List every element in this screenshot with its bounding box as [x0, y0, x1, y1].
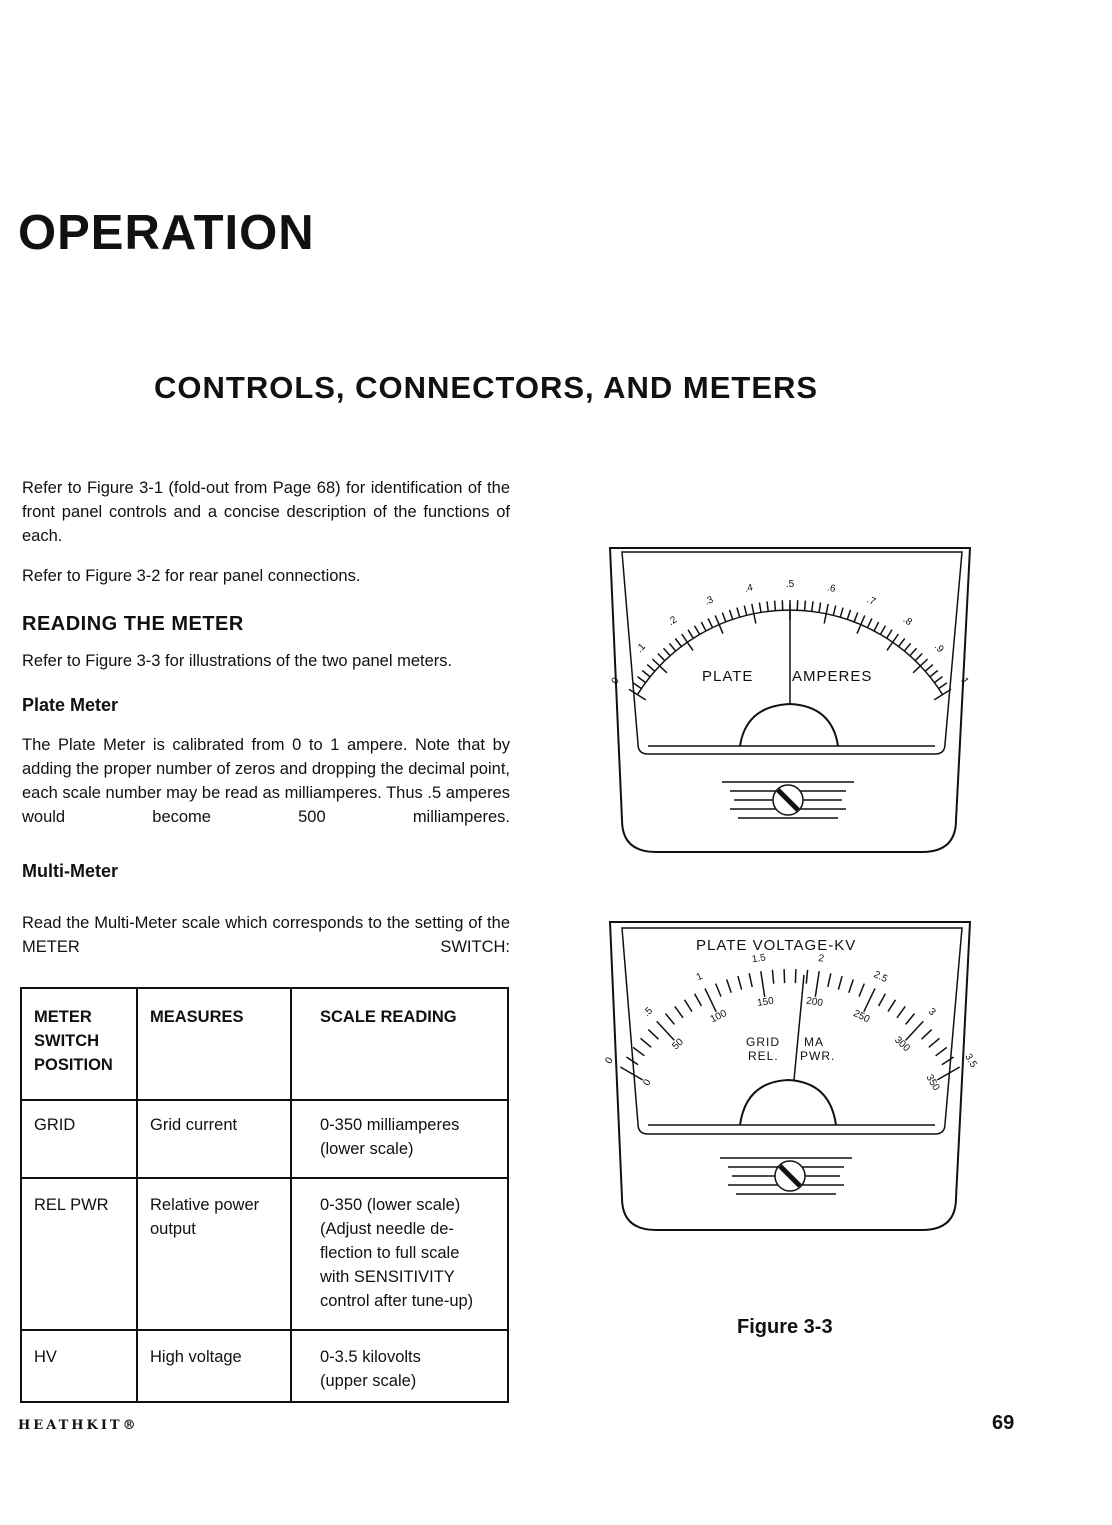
scale-tick — [812, 601, 813, 611]
scale-tick — [939, 683, 947, 689]
scale-tick — [642, 671, 650, 677]
scale-tick — [868, 619, 872, 628]
scale-tick — [904, 643, 910, 651]
multi-meter-paragraph: Read the Multi-Meter scale which corresponds to the setting of the METER SWITCH: — [22, 914, 510, 956]
scale-tick — [849, 980, 854, 993]
grid-label: GRID — [746, 1035, 780, 1049]
scale-label: 350 — [923, 1072, 942, 1093]
scale-tick — [716, 984, 721, 997]
scale-tick — [675, 1006, 683, 1017]
section-title: CONTROLS, CONNECTORS, AND METERS — [154, 370, 819, 405]
scale-tick — [666, 1014, 675, 1025]
scale-tick — [749, 973, 752, 987]
plate-meter-illustration — [600, 540, 980, 860]
plate-meter-heading: Plate Meter — [22, 695, 119, 715]
scale-label: .9 — [931, 641, 946, 656]
scale-tick — [708, 619, 712, 628]
scale-tick — [906, 1014, 915, 1025]
zero-adjust-screw — [720, 1158, 852, 1194]
scale-label: .1 — [634, 641, 649, 656]
scale-tick — [744, 606, 746, 616]
scale-tick — [772, 970, 773, 984]
scale-tick — [828, 973, 831, 987]
scale-tick — [730, 610, 733, 620]
plate-label: PLATE — [702, 668, 754, 685]
table-header-cell: SCALE READING — [291, 988, 508, 1100]
scale-tick — [840, 608, 843, 618]
scale-tick — [657, 1021, 675, 1040]
page-number: 69 — [992, 1412, 1015, 1434]
scale-tick — [795, 969, 796, 983]
table-cell: High voltage — [137, 1330, 291, 1402]
scale-label: .3 — [703, 594, 716, 608]
meter-pivot-dome — [740, 704, 838, 746]
heathkit-logo: HEATHKIT® — [18, 1418, 139, 1433]
scale-tick — [664, 648, 671, 655]
pwr-label: PWR. — [800, 1049, 836, 1063]
scale-label: .2 — [666, 614, 680, 629]
scale-label: .8 — [900, 614, 914, 629]
scale-tick — [705, 988, 716, 1011]
table-cell: 0-350 milliamperes (lower scale) — [291, 1100, 508, 1178]
scale-tick — [897, 1006, 905, 1017]
meter-face-outline — [622, 928, 962, 1134]
scale-label: 200 — [805, 995, 824, 1010]
amperes-label: AMPERES — [792, 668, 873, 685]
meter-pivot-dome — [740, 1080, 836, 1125]
upper-scale-labels — [603, 952, 979, 1070]
scale-tick — [629, 689, 646, 700]
scale-tick — [936, 1047, 947, 1055]
scale-label: 3.5 — [962, 1051, 979, 1070]
scale-tick — [737, 608, 740, 618]
lower-scale-labels — [641, 996, 941, 1094]
scale-label: 2 — [817, 952, 825, 965]
scale-label: 300 — [892, 1034, 912, 1055]
scale-tick — [638, 677, 646, 683]
scale-tick — [701, 622, 706, 631]
reading-meter-heading: READING THE METER — [22, 613, 244, 635]
scale-label: 0 — [641, 1077, 654, 1088]
scale-tick — [847, 610, 850, 620]
scale-tick — [658, 654, 665, 661]
scale-tick — [925, 665, 933, 672]
scale-tick — [887, 630, 892, 639]
scale-tick — [759, 603, 761, 613]
zero-adjust-screw — [722, 782, 854, 818]
scale-tick — [675, 639, 681, 647]
meter-switch-table — [20, 987, 509, 1403]
multi-meter-heading: Multi-Meter — [22, 861, 118, 881]
table-cell: 0-3.5 kilovolts (upper scale) — [291, 1330, 508, 1402]
scale-tick — [761, 971, 765, 997]
scale-tick — [910, 648, 917, 655]
scale-label: 150 — [756, 995, 775, 1010]
scale-label: .6 — [826, 582, 837, 595]
scale-label: 0 — [603, 1055, 616, 1066]
scale-tick — [819, 603, 821, 613]
table-header-cell: METER SWITCH POSITION — [21, 988, 137, 1100]
page-title: OPERATION — [18, 206, 315, 260]
scale-tick — [727, 980, 732, 993]
scale-tick — [648, 1030, 658, 1040]
scale-tick — [864, 988, 875, 1011]
scale-tick — [934, 677, 942, 683]
plate-voltage-label: PLATE VOLTAGE-KV — [696, 937, 857, 954]
scale-tick — [915, 654, 922, 661]
table-cell: HV — [21, 1330, 137, 1402]
scale-tick — [930, 671, 938, 677]
scale-label: .5 — [641, 1005, 655, 1020]
scale-tick — [641, 1038, 652, 1047]
table-header-row — [21, 988, 508, 1100]
scale-tick — [838, 976, 842, 990]
scale-tick — [854, 613, 858, 622]
scale-tick — [784, 969, 785, 983]
multi-meter-illustration — [600, 920, 980, 1240]
scale-label: 0 — [609, 675, 622, 687]
scale-tick — [806, 970, 807, 984]
scale-label: 2.5 — [871, 969, 890, 986]
scale-tick — [805, 601, 806, 611]
table-row — [21, 1330, 508, 1402]
scale-label: 250 — [851, 1008, 872, 1026]
reading-meter-paragraph: Refer to Figure 3-3 for illustrations of the two panel meters. — [22, 652, 453, 670]
scale-tick — [775, 601, 776, 611]
scale-tick — [688, 630, 693, 639]
scale-label: .5 — [785, 579, 795, 590]
table-cell: GRID — [21, 1100, 137, 1178]
scale-tick — [880, 626, 885, 635]
scale-tick — [922, 1030, 932, 1040]
meter-needle — [794, 975, 804, 1080]
scale-tick — [722, 613, 726, 622]
scale-label: 50 — [670, 1036, 686, 1053]
scale-label: 1.5 — [751, 952, 767, 966]
table-row — [21, 1100, 508, 1178]
scale-label: 1 — [694, 970, 705, 984]
scale-tick — [833, 606, 835, 616]
intro-paragraph: Refer to Figure 3-1 (fold-out from Page 68) for identification of the front panel controls and a concise description of the functions of each. — [22, 479, 510, 545]
table-row — [21, 1178, 508, 1330]
scale-label: 1 — [958, 675, 971, 687]
table-cell: Relative power output — [137, 1178, 291, 1330]
scale-label: .4 — [743, 582, 754, 595]
scale-tick — [647, 665, 655, 672]
scale-tick — [942, 1057, 954, 1065]
scale-tick — [879, 994, 886, 1006]
scale-tick — [633, 1047, 644, 1055]
scale-tick — [899, 639, 905, 647]
table-cell: Grid current — [137, 1100, 291, 1178]
rear-panel-paragraph: Refer to Figure 3-2 for rear panel connections. — [22, 567, 361, 585]
scale-label: .7 — [864, 594, 877, 608]
rel-label: REL. — [748, 1049, 779, 1063]
scale-tick — [929, 1038, 940, 1047]
plate-meter-paragraph: The Plate Meter is calibrated from 0 to 1 ampere. Note that by adding the proper number of zeros and dropping the decimal point, each scale number may be read as milliamperes. Thus .5 amperes would become 500 milliamperes. — [22, 736, 510, 826]
figure-caption: Figure 3-3 — [737, 1316, 833, 1338]
scale-tick — [874, 622, 879, 631]
scale-tick — [888, 1000, 896, 1012]
scale-tick — [815, 971, 819, 997]
multi-scale-ticks — [620, 969, 959, 1080]
scale-tick — [620, 1067, 643, 1080]
ma-label: MA — [804, 1035, 824, 1049]
scale-tick — [859, 984, 864, 997]
table-cell: REL PWR — [21, 1178, 137, 1330]
table-header-cell: MEASURES — [137, 988, 291, 1100]
scale-tick — [685, 1000, 693, 1012]
scale-tick — [633, 683, 641, 689]
table-cell: 0-350 (lower scale) (Adjust needle de- flection to full scale with SENSITIVITY control after tune-up) — [291, 1178, 508, 1330]
scale-tick — [906, 1021, 924, 1040]
scale-tick — [695, 626, 700, 635]
scale-tick — [738, 976, 742, 990]
scale-tick — [669, 643, 675, 651]
scale-tick — [767, 601, 768, 611]
scale-label: 100 — [708, 1008, 729, 1026]
scale-tick — [695, 994, 702, 1006]
scale-label: 3 — [926, 1006, 938, 1019]
